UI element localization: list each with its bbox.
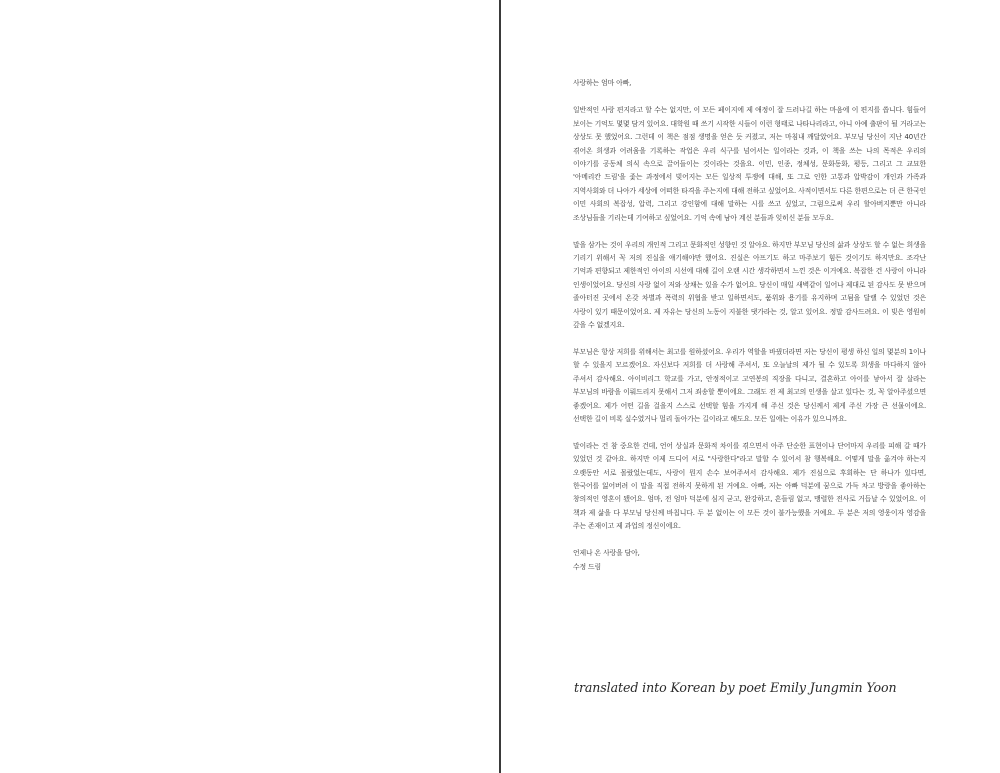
letter-page [501, 0, 1000, 773]
letter-body [573, 77, 926, 574]
letter-paragraph: 부모님은 항상 저희를 위해서는 최고를 원하셨어요. 우리가 역할을 바꿨더라면 저는 당신이 평생 하신 일의 몇분의 1이나 할 수 있을지 모르겠어요. 자신보다 저희를 더 사랑해 주셔서, 또 오늘날의 제가 될 수 있도록 희생을 마다하지 않아 주셔서 감사해요. 아이비리그 학교를 가고, 안정적이고 고연봉의 직장을 다니고, 결혼하고 아이를 낳아서 잘 살라는 부모님의 바람을 이뤄드리지 못해서 그저 죄송할 뿐이에요. 그래도 전 제 최고의 인생을 살고 있다는 것, 꼭 알아주셨으면 좋겠어요. 제가 어떤 길을 걸을지 스스로 선택할 힘을 가지게 해 주신 것은 당신께서 제게 주신 가장 큰 선물이에요. 선택한 길이 비록 실수였거나 멀리 돌아가는 길이라고 해도요. 모든 일에는 이유가 있으니까요. [573, 347, 926, 423]
letter-paragraph: 말을 삼가는 것이 우리의 개인적 그리고 문화적인 성향인 것 알아요. 하지만 부모님 당신의 삶과 상상도 할 수 없는 희생을 기리기 위해서 꼭 저의 진실을 얘기해야만 했어요. 진실은 아프기도 하고 마주보기 힘든 것이기도 하지만요. 조각난 기억과 편향되고 제한적인 아이의 시선에 대해 길이 오랜 시간 생각하면서 느낀 것은 이거예요. 복잡한 건 사랑이 아니라 인생이었어요. 당신의 사랑 없이 저와 상채는 있을 수가 없어요. 당신이 매일 새벽같이 일어나 제대로 된 감사도 못 받으며 졸아터진 곳에서 온갖 차별과 폭력의 위협을 받고 일하면서도, 품위와 용기를 유지하며 고됨을 달랠 수 있었던 것은 사랑이 있기 때문이었어요. 제 자유는 당신의 노동이 지불한 댓가라는 것, 알고 있어요. 정말 감사드려요. 이 빚은 영원히 갚을 수 없겠지요. [573, 240, 926, 329]
letter-greeting: 사랑하는 엄마 아빠, [573, 79, 632, 87]
letter-paragraph: 일반적인 사랑 편지라고 할 수는 없지만, 이 모든 페이지에 제 애정이 잘 드러나길 하는 마음에 이 편지를 씁니다. 힘들어 보이는 기억도 몇몇 담겨 있어요. 대학원 때 쓰기 시작한 시들이 이런 형태로 나타나리라고, 아니 아예 출판이 될 거라고는 상상도 못 했었어요. 그런데 이 책은 점점 생명을 얻은 듯 커졌고, 저는 마침내 깨달았어요. 부모님 당신이 지난 40년간 겪어온 희생과 어려움을 기록하는 작업은 우리 식구를 넘어서는 일이라는 것과, 이 책을 쓰는 나의 목적은 우리의 이야기를 공동체 의식 속으로 끌어들이는 것이라는 것을요. 이민, 인종, 정체성, 문화동화, 평등, 그리고 그 교묘한 '아메리칸 드림'을 좇는 과정에서 빚어지는 모든 일상적 투쟁에 대해, 또 그로 인한 고통과 압박감이 개인과 가족과 지역사회와 더 나아가 세상에 어떠한 타격을 주는지에 대해 전하고 싶었어요. 사적이면서도 다른 한편으로는 더 큰 한국인 이민 사회의 복잡성, 압력, 그리고 강인함에 대해 말하는 시를 쓰고 싶었고, 그럼으로써 우리 할아버지뿐만 아니라 조상님들을 기리는데 기여하고 싶었어요. 기억 속에 남아 계신 분들과 잊히신 분들 모두요. [573, 106, 926, 222]
translation-credit: translated into Korean by poet Emily Jungmin Yoon [574, 680, 897, 695]
blank-left-page [0, 0, 499, 773]
letter-paragraph: 말이라는 건 참 중요한 건데, 언어 상실과 문화적 차이를 겪으면서 아주 단순한 표현이나 단어마저 우리를 피해 갈 때가 있었던 것 같아요. 하지만 이제 드디어 서로 "사랑한다"라고 말할 수 있어서 참 행복해요. 어떻게 말을 옮겨야 하는지 오랫동안 서로 몰랐었는데도, 사랑이 뭔지 손수 보여주셔서 감사해요. 제가 진심으로 후회하는 단 하나가 있다면, 한국어를 잃어버려 이 말을 직접 전하지 못하게 된 거예요. 아빠, 저는 아빠 덕분에 꿈으로 가득 차고 방랑을 좋아하는 창의적인 영혼이 됐어요. 엄마, 전 엄마 덕분에 심지 굳고, 완강하고, 흔들림 없고, 맹렬한 전사로 거듭날 수 있었어요. 이 책과 제 삶을 다 부모님 당신께 바칩니다. 두 분 없이는 이 모든 것이 불가능했을 거예요. 두 분은 저의 영웅이자 영감을 주는 존재이고 제 과업의 정신이에요. [573, 441, 926, 531]
letter-closing: 언제나 온 사랑을 담아, [573, 549, 640, 558]
letter-signature: 수정 드림 [573, 562, 602, 571]
